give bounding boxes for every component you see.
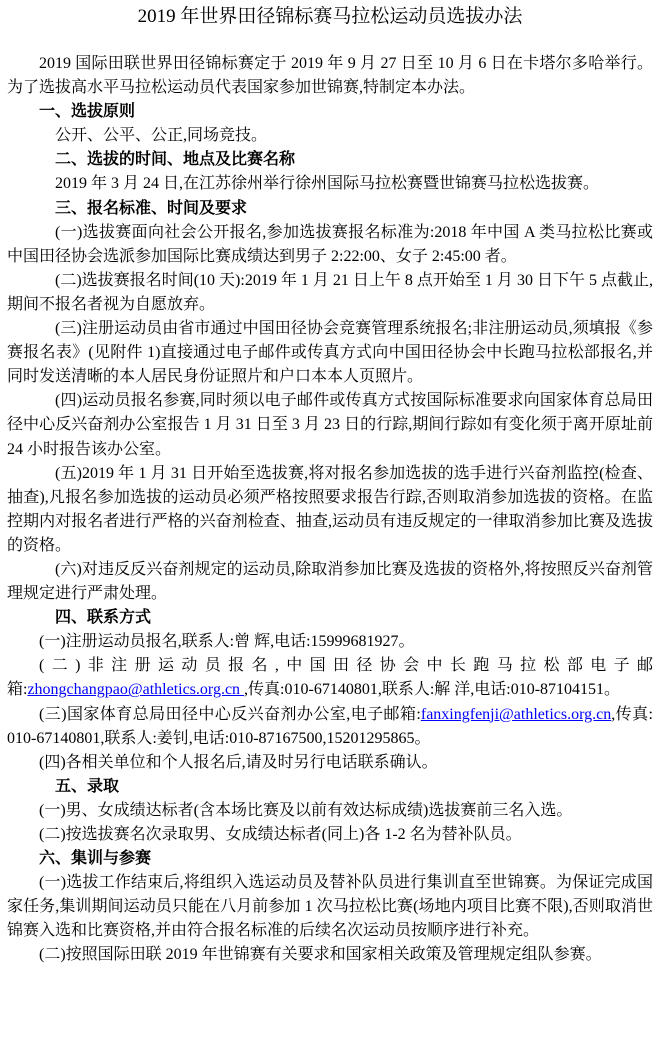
text-run: 四、联系方式 (55, 609, 152, 627)
text-run: 五、录取 (55, 777, 120, 795)
text-run: 六、集训与参赛 (39, 850, 152, 868)
section-heading (7, 100, 653, 124)
paragraph (7, 389, 653, 461)
text-run: (二)按照国际田联 2019 年世锦赛有关要求和国家相关政策及管理规定组队参赛。 (39, 946, 602, 964)
paragraph (7, 654, 653, 702)
section-heading (7, 606, 653, 630)
paragraph (7, 462, 653, 558)
paragraph (7, 630, 653, 654)
paragraph (7, 943, 653, 967)
text-run: (二)非注册运动员报名,中国田径协会中长跑马拉松部电子邮箱: (7, 657, 653, 699)
paragraph (7, 703, 653, 751)
paragraph (7, 172, 653, 196)
text-run: (一)选拔赛面向社会公开报名,参加选拔赛报名标准为:2018 年中国 A 类马拉松比赛或中国田径协会选派参加国际比赛成绩达到男子 2:22:00、女子 2:45:00 者。 (7, 223, 653, 265)
text-run: 三、报名标准、时间及要求 (55, 199, 248, 217)
text-run: (二)按选拔赛名次录取男、女成绩达标者(同上)各 1-2 名为替补队员。 (39, 826, 522, 843)
paragraph (7, 52, 653, 100)
paragraph (7, 124, 653, 148)
paragraph (7, 221, 653, 269)
document-title: 2019 年世界田径锦标赛马拉松运动员选拔办法 (137, 6, 523, 27)
paragraph (7, 751, 653, 775)
text-run: (六)对违反反兴奋剂规定的运动员,除取消参加比赛及选拔的资格外,将按照反兴奋剂管理规定进行严肃处理。 (7, 560, 653, 603)
text-run: 2019 年 3 月 24 日,在江苏徐州举行徐州国际马拉松赛暨世锦赛马拉松选拔赛。 (55, 175, 600, 193)
text-run: (三)国家体育总局田径中心反兴奋剂办公室,电子邮箱: (39, 705, 421, 723)
section-heading (7, 148, 653, 172)
paragraph (7, 558, 653, 606)
document-body (7, 52, 653, 968)
email-link[interactable]: fanxingfenji@athletics.org.cn (420, 705, 612, 723)
text-run: 一、选拔原则 (39, 103, 136, 121)
text-run: (二)选拔赛报名时间(10 天):2019 年 1 月 21 日上午 8 点开始至 1 月 30 日下午 5 点截止,期间不报名者视为自愿放弃。 (7, 271, 653, 313)
text-run: 二、选拔的时间、地点及比赛名称 (55, 151, 296, 169)
text-run: (一)男、女成绩达标者(含本场比赛及以前有效达标成绩)选拔赛前三名入选。 (39, 801, 573, 819)
section-heading (7, 775, 653, 799)
paragraph (7, 799, 653, 823)
text-run: (五)2019 年 1 月 31 日开始至选拔赛,将对报名参加选拔的选手进行兴奋剂监控(检查、抽查),凡报名参加选拔的运动员必须严格按照要求报告行踪,否则取消参加选拔的资格。在监控期内对报名者进行严格的兴奋剂检查、抽查,运动员有违反规定的一律取消参加比赛及选拔的资格。 (7, 464, 653, 554)
text-run: (一)选拔工作结束后,将组织入选运动员及替补队员进行集训直至世锦赛。为保证完成国家任务,集训期间运动员只能在八月前参加 1 次马拉松比赛(场地内项目比赛不限),否则取消世锦赛入选和比赛资格,并由符合报名标准的后续名次运动员按顺序进行补充。 (7, 874, 653, 940)
section-heading (7, 197, 653, 221)
paragraph (7, 871, 653, 943)
text-run: (一)注册运动员报名,联系人:曾 辉,电话:15999681927。 (39, 633, 415, 651)
section-heading (7, 847, 653, 871)
paragraph (7, 269, 653, 317)
email-link[interactable]: zhongchangpao@athletics.org.cn (27, 681, 245, 699)
text-run: 公开、公平、公正,同场竞技。 (55, 127, 268, 145)
text-run: (四)各相关单位和个人报名后,请及时另行电话联系确认。 (39, 753, 438, 771)
text-run: ,传真:010-67140801,联系人:解 洋,电话:010-87104151。 (244, 681, 621, 699)
text-run: 2019 国际田联世界田径锦标赛定于 2019 年 9 月 27 日至 10 月 6 日在卡塔尔多哈举行。为了选拔高水平马拉松运动员代表国家参加世锦赛,特制定本办法。 (7, 55, 653, 97)
text-run: ,传真: 010-67140801,联系人:姜钊,电话:010-87167500,15201295865。 (7, 705, 653, 747)
text-run: (三)注册运动员由省市通过中国田径协会竞赛管理系统报名;非注册运动员,须填报《参赛报名表》(见附件 1)直接通过电子邮件或传真方式向中国田径协会中长跑马拉松部报名,并同时发送清晰的本人居民身份证照片和户口本本人页照片。 (7, 320, 653, 386)
paragraph (7, 823, 653, 847)
paragraph (7, 317, 653, 389)
text-run: (四)运动员报名参赛,同时须以电子邮件或传真方式按国际标准要求向国家体育总局田径中心反兴奋剂办公室报告 1 月 31 日至 3 月 23 日的行踪,期间行踪如有变化须于离开原址前 24 小时报告该办公室。 (7, 392, 653, 458)
